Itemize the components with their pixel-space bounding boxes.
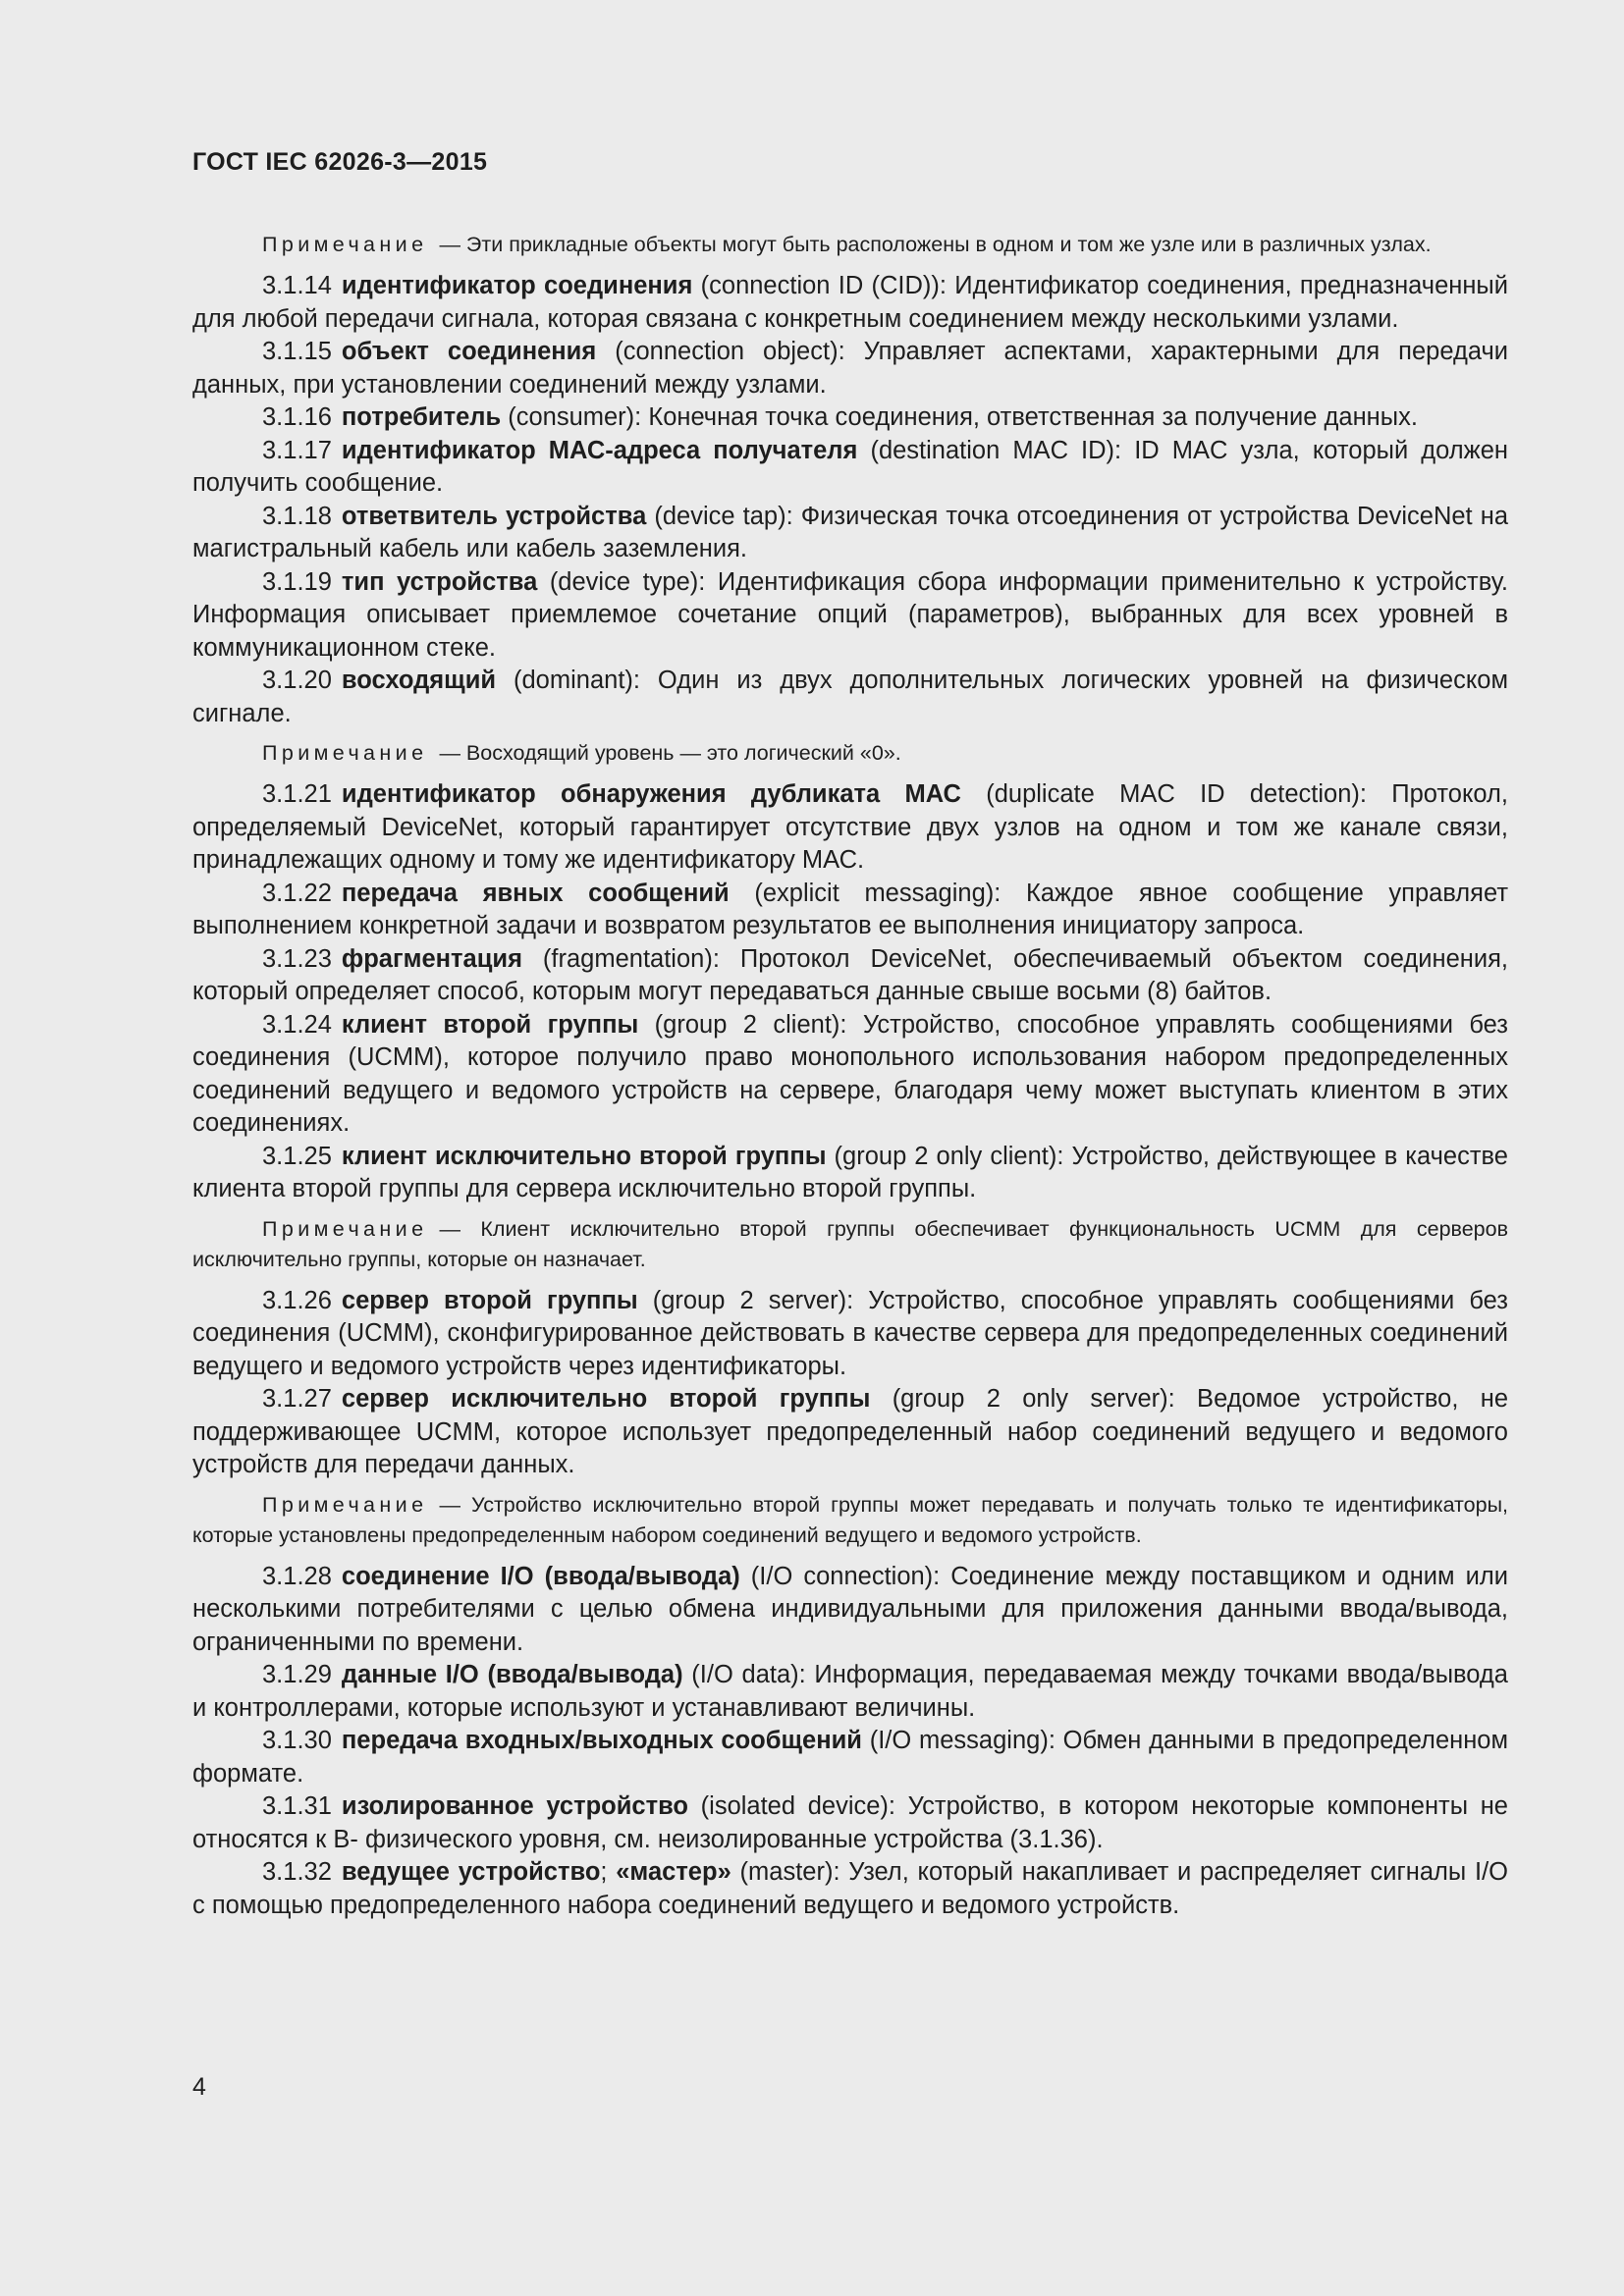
definition-text: (isolated device): Устройство, в котором некоторые компоненты не относятся к В- физического уровня, см. неизолированные устройства (3.1.36). xyxy=(192,1792,1508,1853)
clause-number: 3.1.14 xyxy=(262,272,332,299)
definition-text: (device tap): Физическая точка отсоединения от устройства DeviceNet на магистральный кабель или кабель заземления. xyxy=(192,502,1508,562)
definition-text: (dominant): Один из двух дополнительных логических уровней на физическом сигнале. xyxy=(192,667,1508,727)
definition-paragraph xyxy=(192,270,1508,336)
definition-text: (group 2 only server): Ведомое устройство, не поддерживающее UCMM, которое использует предопределенный набор соединений ведущего и ведомого устройств для передачи данных. xyxy=(192,1385,1509,1478)
clause-number: 3.1.25 xyxy=(262,1142,332,1170)
clause-number: 3.1.18 xyxy=(262,502,332,530)
definition-text: (master): Узел, который накапливает и распределяет сигналы I/O с помощью предопределенного набора соединений ведущего и ведомого устройств. xyxy=(192,1858,1508,1919)
definition-paragraph xyxy=(192,1383,1508,1482)
defined-term: объект соединения xyxy=(341,338,597,365)
defined-term: «мастер» xyxy=(616,1858,731,1886)
definition-paragraph xyxy=(192,778,1508,878)
clause-number: 3.1.32 xyxy=(262,1858,332,1886)
definition-text: (I/O connection): Соединение между поставщиком и одним или несколькими потребителями с целью обмена индивидуальными для приложения данными ввода/вывода, ограниченными по времени. xyxy=(192,1562,1508,1656)
definition-paragraph xyxy=(192,1659,1508,1725)
note-text: — Клиент исключительно второй группы обеспечивает функциональность UCMM для серверов исключительно группы, которые он назначает. xyxy=(192,1216,1508,1271)
definition-text: (connection object): Управляет аспектами, характерными для передачи данных, при установлении соединений между узлами. xyxy=(192,338,1508,399)
note-label: Примечание xyxy=(262,233,428,256)
definition-text: (I/O data): Информация, передаваемая между точками ввода/вывода и контроллерами, которые используют и устанавливают величины. xyxy=(192,1661,1508,1722)
note-paragraph xyxy=(192,738,1508,769)
clause-number: 3.1.22 xyxy=(262,879,332,907)
definition-paragraph xyxy=(192,401,1508,435)
term-separator: ; xyxy=(600,1858,617,1886)
defined-term: клиент исключительно второй группы xyxy=(341,1142,827,1170)
defined-term: клиент второй группы xyxy=(341,1010,639,1039)
defined-term: передача входных/выходных сообщений xyxy=(341,1727,862,1754)
defined-term: соединение I/O (ввода/вывода) xyxy=(341,1562,740,1590)
note-text: — Восходящий уровень — это логический «0». xyxy=(439,741,901,765)
defined-term: данные I/O (ввода/вывода) xyxy=(341,1661,683,1688)
defined-term: тип устройства xyxy=(341,567,538,596)
defined-term: ведущее устройство xyxy=(341,1858,601,1886)
definition-paragraph xyxy=(192,336,1508,401)
definition-text: (device type): Идентификация сбора информации применительно к устройству. Информация описывает приемлемое сочетание опций (параметров), выбранных для всех уровней в коммуникационном стеке. xyxy=(192,567,1508,662)
defined-term: сервер исключительно второй группы xyxy=(341,1385,871,1413)
definition-paragraph xyxy=(192,1790,1508,1856)
definition-paragraph xyxy=(192,1141,1508,1206)
note-paragraph xyxy=(192,1214,1508,1275)
definition-paragraph xyxy=(192,435,1508,501)
clause-number: 3.1.20 xyxy=(262,667,332,694)
note-paragraph xyxy=(192,230,1508,260)
note-paragraph xyxy=(192,1490,1508,1551)
defined-term: фрагментация xyxy=(341,944,522,973)
page-number: 4 xyxy=(192,2073,206,2101)
definition-text: (destination MAC ID): ID MAC узла, который должен получить сообщение. xyxy=(192,436,1508,497)
definition-text: (fragmentation): Протокол DeviceNet, обеспечиваемый объектом соединения, который определяет способ, которым могут передаваться данные свыше восьми (8) байтов. xyxy=(192,944,1508,1005)
clause-number: 3.1.15 xyxy=(262,338,332,365)
clause-number: 3.1.24 xyxy=(262,1010,332,1039)
defined-term: идентификатор обнаружения дубликата МАС xyxy=(341,780,961,808)
definition-paragraph xyxy=(192,665,1508,730)
document-header: ГОСТ IEC 62026-3—2015 xyxy=(192,148,488,176)
definition-text: (group 2 only client): Устройство, действующее в качестве клиента второй группы для сервера исключительно второй группы. xyxy=(192,1142,1508,1202)
clause-number: 3.1.17 xyxy=(262,436,332,464)
definition-paragraph xyxy=(192,943,1508,1009)
clause-number: 3.1.30 xyxy=(262,1727,332,1754)
defined-term: восходящий xyxy=(341,667,497,694)
clause-number: 3.1.23 xyxy=(262,944,332,973)
note-label: Примечание xyxy=(262,1216,428,1241)
definition-paragraph xyxy=(192,566,1508,666)
definition-paragraph xyxy=(192,1285,1508,1384)
definition-paragraph xyxy=(192,1561,1508,1660)
clause-number: 3.1.27 xyxy=(262,1385,332,1413)
definition-text: (group 2 server): Устройство, способное управлять сообщениями без соединения (UCMM), сконфигурированное действовать в качестве сервера для предопределенных соединений ведущего и ведомого устройств через идентификаторы. xyxy=(192,1286,1508,1380)
definition-text: (group 2 client): Устройство, способное управлять сообщениями без соединения (UCMM), которое получило право монопольного использования набором предопределенных соединений ведущего и ведомого устройств на сервере, благодаря чему может выступать клиентом в этих соединениях. xyxy=(192,1010,1508,1137)
note-label: Примечание xyxy=(262,1492,428,1517)
clause-number: 3.1.31 xyxy=(262,1792,332,1820)
note-text: — Эти прикладные объекты могут быть расположены в одном и том же узле или в различных узлах. xyxy=(439,233,1432,256)
document-body xyxy=(192,222,1508,1922)
defined-term: потребитель xyxy=(341,403,502,431)
definition-paragraph xyxy=(192,1725,1508,1790)
defined-term: идентификатор МАС-адреса получателя xyxy=(341,436,858,464)
clause-number: 3.1.26 xyxy=(262,1286,332,1314)
clause-number: 3.1.19 xyxy=(262,567,332,596)
note-label: Примечание xyxy=(262,741,428,765)
definition-paragraph xyxy=(192,501,1508,566)
definition-text: (duplicate MAC ID detection): Протокол, определяемый DeviceNet, который гарантирует отсутствие двух узлов на одном и том же канале связи, принадлежащих одному и тому же идентификатору МАС. xyxy=(192,780,1508,874)
defined-term: сервер второй группы xyxy=(341,1286,638,1314)
clause-number: 3.1.28 xyxy=(262,1562,332,1590)
clause-number: 3.1.16 xyxy=(262,403,332,431)
definition-paragraph xyxy=(192,1009,1508,1141)
defined-term: изолированное устройство xyxy=(341,1792,688,1820)
clause-number: 3.1.21 xyxy=(262,780,332,808)
defined-term: идентификатор соединения xyxy=(341,272,693,299)
clause-number: 3.1.29 xyxy=(262,1661,332,1688)
note-text: — Устройство исключительно второй группы может передавать и получать только те идентификаторы, которые установлены предопределенным набором соединений ведущего и ведомого устройств. xyxy=(192,1492,1508,1547)
definition-text: (I/O messaging): Обмен данными в предопределенном формате. xyxy=(192,1727,1508,1788)
definition-paragraph xyxy=(192,1856,1508,1922)
definition-text: (explicit messaging): Каждое явное сообщение управляет выполнением конкретной задачи и возвратом результатов ее выполнения инициатору запроса. xyxy=(192,879,1509,939)
definition-text: (consumer): Конечная точка соединения, ответственная за получение данных. xyxy=(501,403,1418,431)
defined-term: передача явных сообщений xyxy=(341,879,730,907)
definition-paragraph xyxy=(192,878,1508,943)
defined-term: ответвитель устройства xyxy=(341,502,647,530)
definition-text: (connection ID (CID)): Идентификатор соединения, предназначенный для любой передачи сигнала, которая связана с конкретным соединением между несколькими узлами. xyxy=(192,272,1509,333)
